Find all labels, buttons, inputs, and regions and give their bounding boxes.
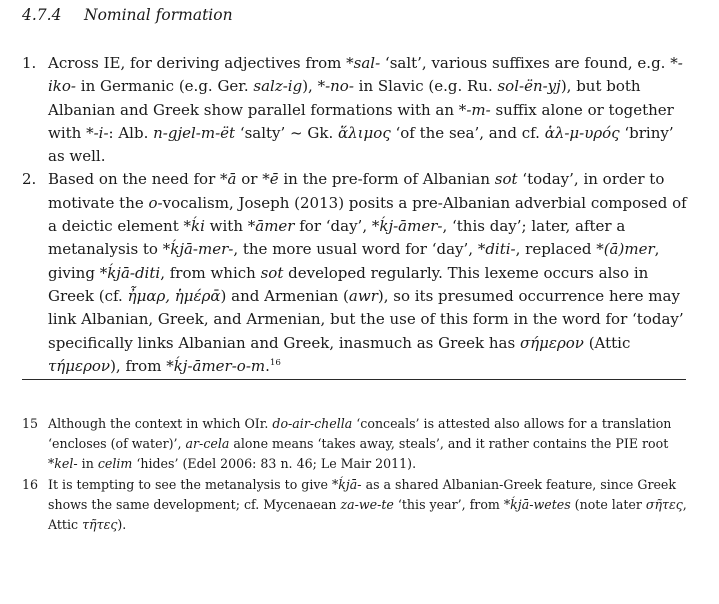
text-run: ‘salty’ ~ Gk. bbox=[235, 123, 339, 142]
italic-term: ḱjā-mer- bbox=[170, 240, 234, 259]
text-run: alone means ‘takes away, steals’, and it rather contains the PIE root * bbox=[48, 436, 669, 472]
italic-term: ḱjā- bbox=[338, 476, 362, 492]
item-marker: 1. bbox=[22, 54, 37, 72]
text-run: ) and Armenian ( bbox=[220, 286, 349, 305]
list-item bbox=[22, 52, 688, 168]
text-run: in bbox=[77, 456, 98, 472]
text-run: , from which bbox=[160, 263, 261, 282]
text-run: suffix alone or together with * bbox=[48, 100, 674, 142]
text-run: or * bbox=[236, 170, 270, 189]
section-title: Nominal formation bbox=[84, 6, 233, 24]
text-run: in Germanic (e.g. Ger. bbox=[76, 77, 254, 96]
italic-term: σῆτες bbox=[645, 496, 683, 512]
italic-term: sal- bbox=[353, 54, 381, 72]
text-run: -vocalism, Joseph (2013) posits a pre-Albanian adverbial composed of a deictic element * bbox=[48, 193, 687, 236]
text-run: ), * bbox=[302, 77, 326, 96]
italic-term: -i- bbox=[93, 123, 109, 142]
italic-term: ḱi bbox=[191, 217, 205, 236]
running-header bbox=[22, 6, 233, 24]
text-run: developed regularly. This lexeme occurs also in Greek (cf. bbox=[48, 263, 649, 305]
italic-term: ἦμαρ, ἡμέρᾱ bbox=[127, 286, 221, 305]
item-text bbox=[48, 170, 687, 374]
text-run: , ‘this day’; later, after a metanalysis to * bbox=[48, 217, 626, 259]
italic-term: τήμερον bbox=[48, 356, 111, 375]
text-run: ‘salt’, various suffixes are found, e.g. * bbox=[380, 54, 678, 72]
text-run: ‘of the sea’, and cf. bbox=[390, 123, 545, 142]
text-run: It is tempting to see the metanalysis to give * bbox=[48, 476, 339, 492]
italic-term: ē bbox=[269, 170, 279, 189]
numbered-list bbox=[22, 52, 688, 378]
italic-term: ar-cela bbox=[185, 436, 230, 452]
footnote-marker: 16 bbox=[22, 476, 39, 492]
italic-term: sot bbox=[494, 170, 518, 189]
footnote-text bbox=[48, 477, 687, 532]
italic-term: (ā)mer bbox=[603, 240, 655, 259]
text-run: ‘today’, in order to motivate the bbox=[48, 170, 665, 212]
italic-term: σήμερον bbox=[519, 333, 584, 352]
italic-term: celim bbox=[97, 456, 133, 472]
footnote-text bbox=[48, 416, 671, 471]
list-item bbox=[22, 168, 688, 378]
footnote-marker: 15 bbox=[22, 416, 39, 431]
footnote-16 bbox=[22, 475, 688, 536]
footnote-15 bbox=[22, 414, 688, 475]
text-run: (note later bbox=[570, 496, 646, 512]
italic-term: -iko- bbox=[48, 54, 683, 96]
item-text bbox=[48, 54, 683, 165]
italic-term: ā bbox=[227, 170, 237, 189]
text-run: ‘this year’, from * bbox=[393, 496, 511, 512]
italic-term: diti- bbox=[485, 240, 516, 259]
text-run: with * bbox=[204, 217, 256, 236]
italic-term: ḱj-āmer-o-m bbox=[173, 356, 266, 375]
section-number: 4.7.4 bbox=[22, 6, 62, 24]
text-run: . bbox=[265, 356, 270, 375]
italic-term: ḱjā-wetes bbox=[510, 496, 571, 512]
text-run: ‘briny’ as well. bbox=[48, 123, 674, 166]
text-run: in Slavic (e.g. Ru. bbox=[353, 77, 498, 96]
italic-term: τῆτες bbox=[82, 517, 118, 533]
italic-term: -m- bbox=[466, 100, 491, 119]
text-run: ). bbox=[117, 517, 127, 533]
text-run: , giving * bbox=[48, 240, 660, 282]
text-run: , Attic bbox=[48, 496, 687, 533]
text-run: , the more usual word for ‘day’, * bbox=[233, 240, 486, 259]
text-run: ), so its presumed occurrence here may link Albanian, Greek, and Armenian, but the use of this form in the word for ‘today’ specifically links Albanian and Greek, inasmuch as Greek has bbox=[48, 286, 684, 352]
text-run: ‘conceals’ is attested also allows for a translation ‘encloses (of water)’, bbox=[48, 416, 672, 452]
text-run: ‘hides’ (Edel 2006: 83 n. 46; Le Mair 2011). bbox=[132, 456, 417, 472]
text-run: : Alb. bbox=[108, 123, 154, 142]
italic-term: do-air-chella bbox=[272, 416, 353, 431]
footnote-divider bbox=[22, 379, 686, 380]
italic-term: sol-ën-yj bbox=[497, 77, 561, 96]
italic-term: o bbox=[148, 193, 158, 212]
italic-term: n-gjel-m-ët bbox=[153, 123, 236, 142]
italic-term: ḱj-āmer- bbox=[379, 217, 443, 236]
text-run: ), but both Albanian and Greek show parallel formations with an * bbox=[48, 77, 641, 119]
italic-term: āmer bbox=[255, 217, 295, 236]
italic-term: -no- bbox=[325, 77, 354, 96]
text-run: in the pre-form of Albanian bbox=[278, 170, 495, 189]
text-run: Across IE, for deriving adjectives from * bbox=[48, 54, 354, 72]
footnotes bbox=[22, 414, 688, 535]
italic-term: ἅλιμος bbox=[338, 123, 391, 142]
italic-term: za-we-te bbox=[340, 496, 394, 512]
text-run: , replaced * bbox=[515, 240, 604, 259]
item-marker: 2. bbox=[22, 170, 37, 189]
text-run: as a shared Albanian-Greek feature, since Greek shows the same development; cf. Mycenaean bbox=[48, 476, 677, 512]
italic-term: awr bbox=[348, 286, 378, 305]
footnote-ref: 16 bbox=[269, 357, 281, 368]
italic-term: ḱjā-diti bbox=[107, 263, 161, 282]
italic-term: kel- bbox=[54, 456, 78, 472]
text-run: ), from * bbox=[110, 356, 174, 375]
italic-term: sot bbox=[260, 263, 284, 282]
text-run: (Attic bbox=[583, 333, 631, 352]
italic-term: salz-ig bbox=[253, 77, 303, 96]
text-run: Although the context in which OIr. bbox=[48, 416, 273, 431]
italic-term: ἁλ-μ-υρός bbox=[544, 123, 620, 142]
text-run: for ‘day’, * bbox=[294, 217, 380, 236]
text-run: Based on the need for * bbox=[48, 170, 228, 189]
